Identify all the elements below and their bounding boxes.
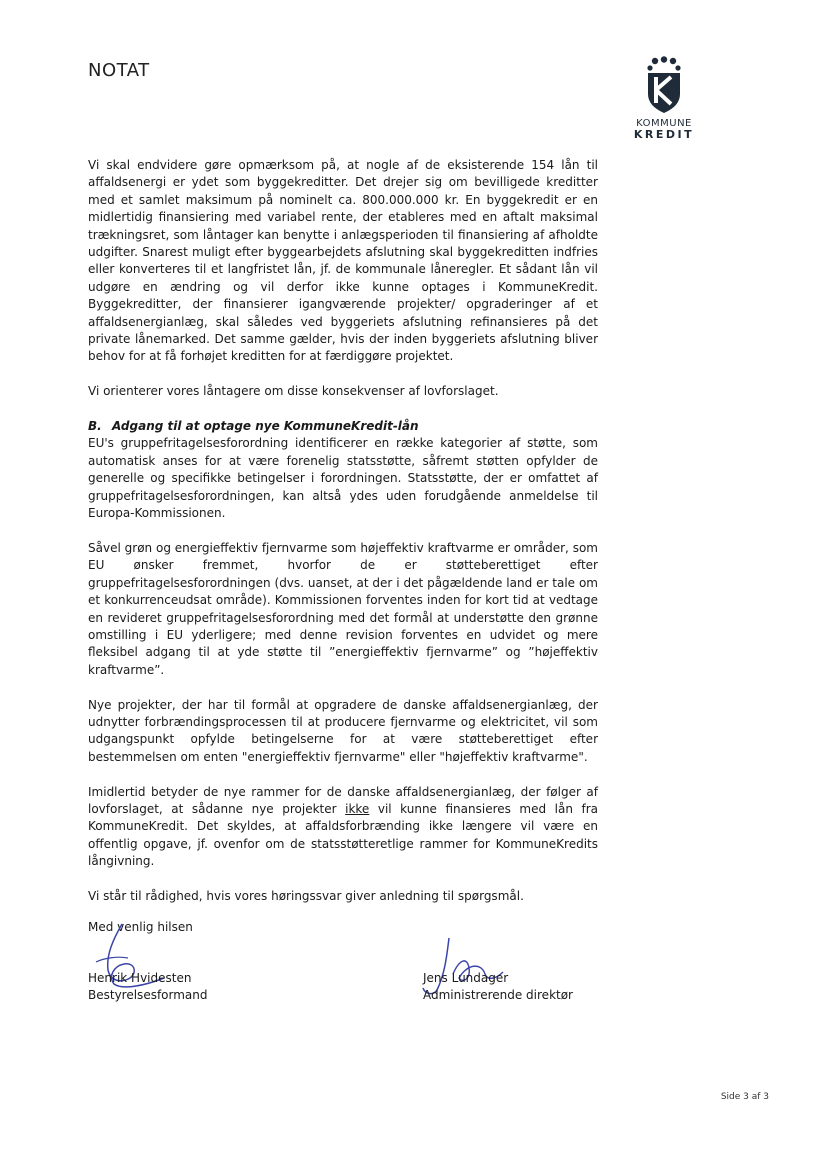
kommunekredit-logo [632, 56, 696, 141]
paragraph-raadighed: Vi står til rådighed, hvis vores høringssvar giver anledning til spørgsmål. [88, 888, 524, 903]
paragraph-gruppefritagelse: EU's gruppefritagelsesforordning identificerer en række kategorier af støtte, som automatisk anses for at være forenelig statsstøtte, såfremt støtten opfylder de generelle og specifikke betingelser i forordningen. Statsstøtte, der er omfattet af gruppefritagelsesforordningen, kan altså ydes uden forudgående anmeldelse til Europa-Kommissionen. [88, 436, 598, 521]
section-b-title: Adgang til at optage nye KommuneKredit-lån [112, 419, 419, 434]
paragraph-fjernvarme: Såvel grøn og energieffektiv fjernvarme som højeffektiv kraftvarme er områder, som EU ønsker fremmet, hvorfor de er støtteberettiget efter gruppefritagelsesforordningen (dvs. uanset, at der i det pågældende land er tale om et konkurrenceudsat område). Kommissionen forventes inden for kort tid at vedtage en revideret gruppefritagelsesforordning med det formål at understøtte den grønne omstilling i EU yderligere; med denne revision forventes en udvidet og mere fleksibel adgang til at yde støtte til ”energieffektiv fjernvarme” og ”højeffektiv kraftvarme”. [88, 540, 598, 677]
paragraph-orientering: Vi orienterer vores låntagere om disse konsekvenser af lovforslaget. [88, 384, 499, 399]
signatory-right [423, 970, 573, 1004]
document-title: NOTAT [88, 60, 150, 81]
signatory-left [88, 970, 208, 1004]
signatory-left-name: Henrik Hvidesten [88, 971, 192, 985]
signatory-left-title: Bestyrelsesformand [88, 988, 208, 1002]
letter-body [88, 157, 598, 905]
paragraph-nye-projekter: Nye projekter, der har til formål at opgradere de danske affaldsenergianlæg, der udnytter forbrændingsprocessen til at producere fjernvarme og elektricitet, vil som udgangspunkt opfylde betingelserne for at være støtteberettiget efter bestemmelsen om enten "energieffektiv fjernvarme" eller "højeffektiv kraftvarme". [88, 697, 598, 764]
section-b-heading [88, 418, 598, 435]
paragraph-nye-rammer: Imidlertid betyder de nye rammer for de danske affaldsenergianlæg, der følger af lovforslaget, at sådanne nye projekter ikke vil kunne finansieres med lån fra KommuneKredit. Det skyldes, at affaldsforbrænding ikke længere vil være en offentlig opgave, jf. ovenfor om de statsstøtteretlige rammer for KommuneKredits långivning. [88, 784, 599, 869]
logo-text-kredit: KREDIT [633, 128, 695, 141]
signatory-right-title: Administrerende direktør [423, 988, 573, 1002]
closing-greeting: Med venlig hilsen [88, 920, 193, 934]
logo-text-kommune: KOMMUNE [636, 118, 692, 129]
logo-mark-icon [644, 56, 684, 114]
page-number: Side 3 af 3 [720, 1092, 769, 1102]
section-b-number: B. [88, 419, 102, 434]
signatory-right-name: Jens Lundager [423, 971, 509, 985]
paragraph-byggekreditter: Vi skal endvidere gøre opmærksom på, at nogle af de eksisterende 154 lån til affaldsenergi er ydet som byggekreditter. Det drejer sig om bevilligede kreditter med et samlet maksimum på nominelt ca. 800.000.000 kr. En byggekredit er en midlertidig finansiering med variabel rente, der etableres med en aftalt maksimal trækningsret, som låntager kan benytte i anlægsperioden til finansiering af afholdte udgifter. Snarest muligt efter byggearbejdets afslutning skal byggekreditten indfries eller konverteres til et langfristet lån, jf. de kommunale låneregler. Et sådant lån vil udgøre en ændring og vil derfor ikke kunne optages i KommuneKredit. Byggekreditter, der finansierer igangværende projekter/ opgraderinger af et affaldsenergianlæg, skal således ved byggeriets afslutning refinansieres på det private lånemarked. Det samme gælder, hvis der inden byggeriets afslutning bliver behov for at få forhøjet kreditten for at færdiggøre projektet. [88, 158, 598, 364]
emphasis-ikke: ikke [345, 801, 370, 816]
